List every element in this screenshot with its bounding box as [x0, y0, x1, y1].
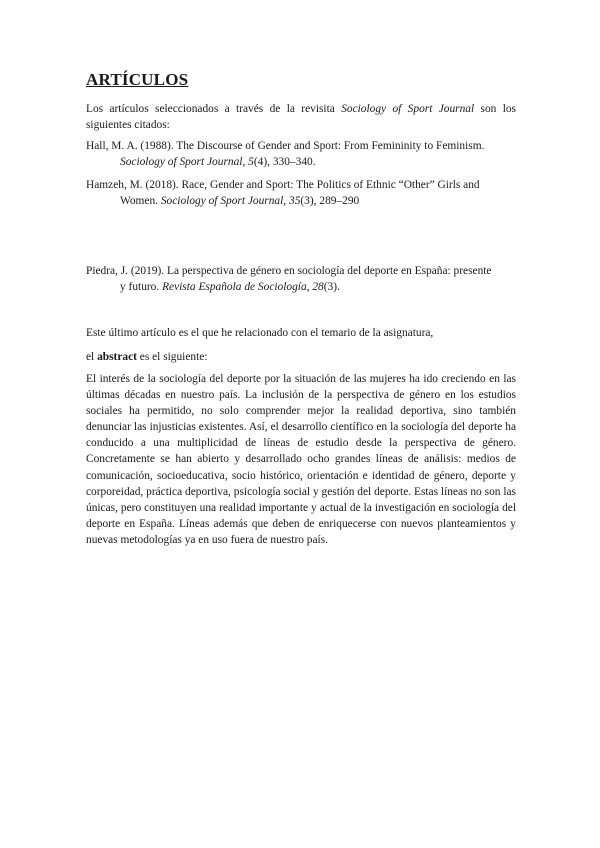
abstract-intro-text: el [86, 351, 98, 363]
intro-text-end: son los siguientes citados: [86, 103, 516, 131]
reference-separator: , [242, 156, 249, 168]
abstract-body: El interés de la sociología del deporte por la situación de las mujeres ha ido creciendo en las últimas décadas en nuestro país. La inclusión de la perspectiva de género en los estudios sociales ha permitido, no solo comprender mejor la realidad deportiva, sino también denunciar las injusticias existentes. Así, el desarrollo científico en la sociología del deporte ha conducido a una multiplicidad de líneas de estudio desde la perspectiva de género. Concretamente se han abierto y desarrollado ocho grandes líneas de análisis: medios de comunicación, socioeducativa, socio histórico, orientación e identidad de género, deporte y corporeidad, práctica deportiva, psicología social y gestión del deporte. Estas líneas no son las únicas, pero constituyen una realidad importante y actual de la investigación en sociología del deporte en España. Líneas además que deben de enriquecerse con nuevos planteamientos y nuevas metodologías ya en uso fuera de nuestro país. [86, 373, 516, 546]
last-article-note: Este último artículo es el que he relacionado con el temario de la asignatura, [86, 327, 434, 339]
reference-piedra [86, 263, 496, 295]
abstract-intro [86, 349, 516, 365]
intro-text: Los artículos seleccionados a través de la revisita [86, 103, 342, 115]
reference-journal: Revista Española de Sociología [162, 281, 307, 293]
abstract-label: abstract [97, 351, 137, 363]
reference-issue-pages: (3). [323, 281, 340, 293]
reference-journal: Sociology of Sport Journal [160, 195, 284, 207]
reference-volume: 28 [312, 281, 324, 293]
section-heading: ARTÍCULOS [86, 70, 189, 89]
reference-separator: , [283, 195, 289, 207]
abstract-intro-text-end: es el siguiente: [136, 351, 208, 363]
reference-text: Hall, M. A. (1988). The Discourse of Gender and Sport: From Femininity to Feminism. [86, 140, 485, 152]
reference-text: Piedra, J. (2019). La perspectiva de género en sociología del deporte en España: presente y futuro. [86, 265, 492, 293]
reference-hall [86, 138, 516, 170]
reference-volume: 35 [289, 195, 301, 207]
intro-paragraph [86, 101, 516, 133]
intro-journal: Sociology of Sport Journal [341, 103, 475, 115]
reference-volume: 5 [248, 156, 254, 168]
reference-hamzeh [86, 177, 516, 209]
reference-text: Hamzeh, M. (2018). Race, Gender and Sport: The Politics of Ethnic “Other” Girls and Women. [86, 179, 480, 207]
reference-journal: Sociology of Sport Journal [120, 156, 243, 168]
reference-separator: , [306, 281, 313, 293]
reference-issue-pages: (4), 330–340. [253, 156, 316, 168]
reference-issue-pages: (3), 289–290 [300, 195, 360, 207]
